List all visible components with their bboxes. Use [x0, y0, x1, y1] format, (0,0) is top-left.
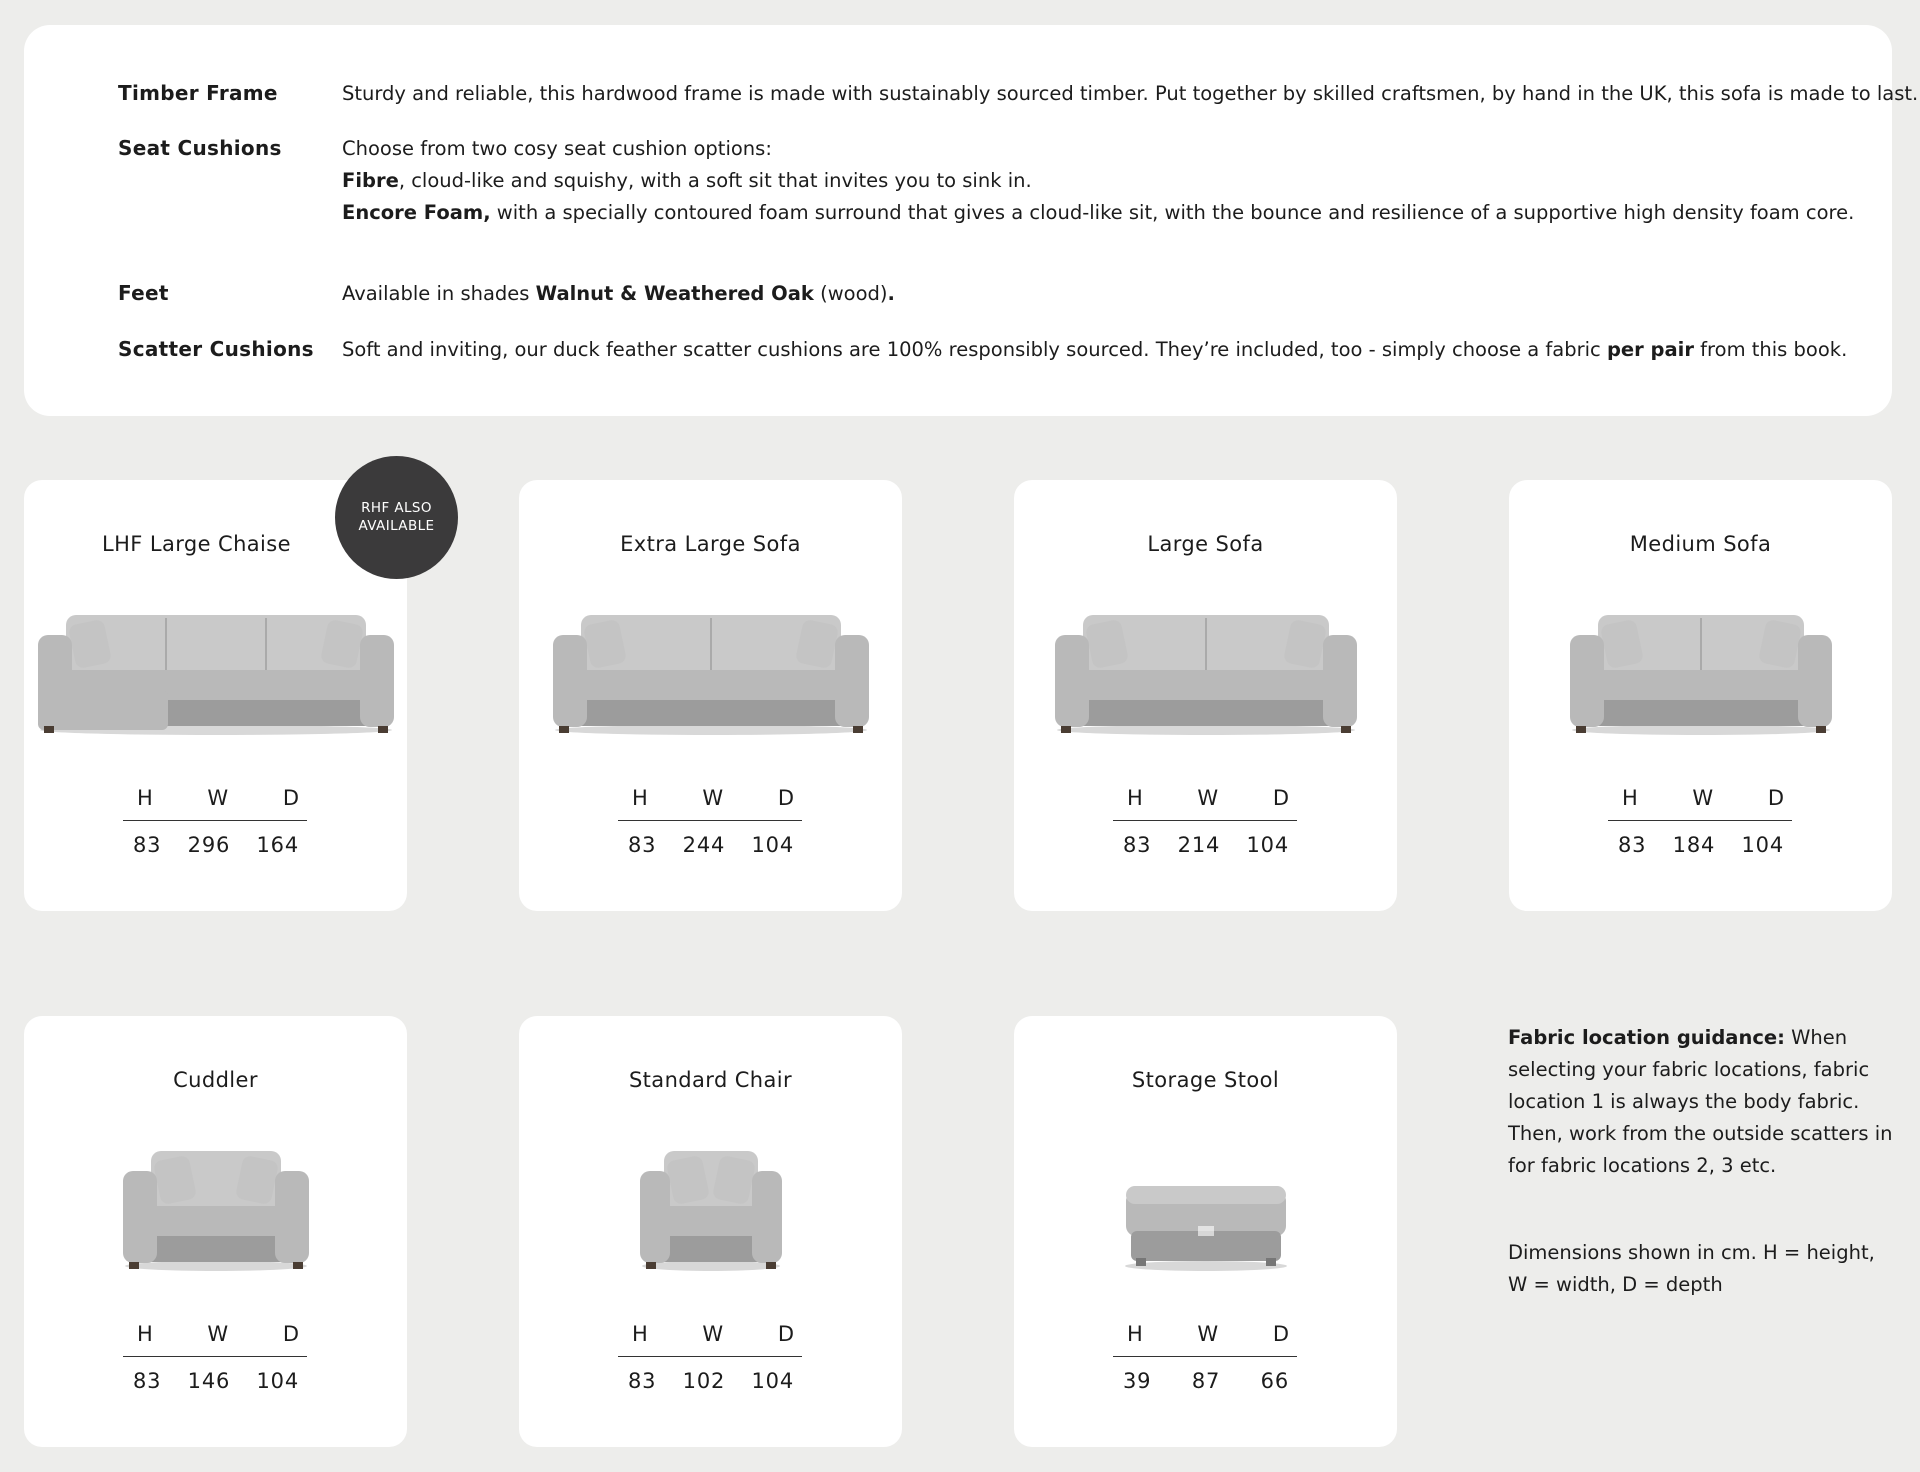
- product-name: Cuddler: [173, 1068, 258, 1092]
- product-image: [519, 1136, 902, 1286]
- depth-value: 104: [751, 1369, 794, 1393]
- feet-prefix: Available in shades: [342, 282, 536, 305]
- dimensions-header: [123, 786, 307, 821]
- height-value: 83: [1618, 833, 1647, 857]
- dimensions-note: Dimensions shown in cm. H = height, W = width, D = depth: [1508, 1241, 1875, 1296]
- height-value: 39: [1123, 1369, 1152, 1393]
- product-name: Storage Stool: [1131, 1068, 1280, 1092]
- rhf-available-badge: [335, 456, 458, 579]
- dimensions-values: [1113, 1357, 1297, 1393]
- spec-text: [342, 81, 1918, 120]
- dimensions-table: [123, 786, 307, 857]
- depth-header: D: [282, 1322, 299, 1346]
- depth-value: 164: [256, 833, 299, 857]
- product-card: [24, 1016, 407, 1447]
- product-name: Standard Chair: [628, 1068, 793, 1092]
- width-value: 102: [682, 1369, 726, 1393]
- height-value: 83: [133, 833, 162, 857]
- spec-text: [342, 281, 895, 320]
- dimensions-table: [123, 1322, 307, 1393]
- height-header: H: [137, 1322, 153, 1346]
- spec-text: [342, 337, 1847, 376]
- product-image: [1014, 1136, 1397, 1286]
- product-card: [519, 480, 902, 911]
- height-header: H: [632, 1322, 648, 1346]
- dimensions-header: [618, 786, 802, 821]
- spec-label: Timber Frame: [118, 81, 278, 105]
- width-value: 146: [187, 1369, 231, 1393]
- product-image: [1509, 600, 1892, 750]
- width-header: W: [207, 786, 229, 810]
- product-image: [1014, 600, 1397, 750]
- depth-header: D: [777, 1322, 794, 1346]
- product-image: [519, 600, 902, 750]
- height-value: 83: [628, 833, 657, 857]
- dimensions-values: [123, 821, 307, 857]
- scatter-per-pair: per pair: [1606, 338, 1694, 361]
- product-image: [24, 600, 407, 750]
- width-value: 296: [187, 833, 231, 857]
- width-value: 87: [1191, 1369, 1221, 1393]
- height-value: 83: [133, 1369, 162, 1393]
- depth-value: 66: [1260, 1369, 1289, 1393]
- specification-panel: [24, 25, 1919, 416]
- spec-paragraph: Sturdy and reliable, this hardwood frame is made with sustainably sourced timber. Put together by skilled craftsmen, by hand in the UK, this sofa is made to last.: [342, 82, 1919, 105]
- dimensions-header: [618, 1322, 802, 1357]
- product-name: Medium Sofa: [1629, 532, 1772, 556]
- spec-paragraph: [342, 281, 895, 307]
- foam-label: Encore Foam,: [342, 201, 491, 224]
- feet-shades: Walnut & Weathered Oak: [535, 282, 814, 305]
- product-card: [1014, 1016, 1397, 1447]
- height-value: 83: [1123, 833, 1152, 857]
- depth-header: D: [777, 786, 794, 810]
- height-header: H: [632, 786, 648, 810]
- fibre-text: , cloud-like and squishy, with a soft sit that invites you to sink in.: [398, 169, 1032, 192]
- dimensions-table: [1608, 786, 1792, 857]
- width-header: W: [1197, 786, 1219, 810]
- depth-value: 104: [1741, 833, 1784, 857]
- foam-text: with a specially contoured foam surround that gives a cloud-like sit, with the bounce and resilience of a supportive high density foam core.: [490, 201, 1855, 224]
- depth-value: 104: [751, 833, 794, 857]
- depth-value: 104: [1246, 833, 1289, 857]
- product-card: [1014, 480, 1397, 911]
- spec-label: Feet: [118, 281, 169, 305]
- height-header: H: [137, 786, 153, 810]
- width-header: W: [702, 786, 724, 810]
- height-header: H: [1127, 786, 1143, 810]
- dimensions-values: [618, 1357, 802, 1393]
- product-name: Large Sofa: [1147, 532, 1264, 556]
- dimensions-table: [1113, 786, 1297, 857]
- spec-paragraph-foam: [342, 200, 1854, 226]
- guidance-notes: [1508, 1022, 1900, 1301]
- depth-header: D: [1272, 786, 1289, 810]
- guidance-heading: Fabric location guidance:: [1508, 1026, 1785, 1049]
- feet-dot: .: [887, 282, 895, 305]
- product-name: LHF Large Chaise: [102, 532, 291, 556]
- product-name: Extra Large Sofa: [620, 532, 801, 556]
- badge-line: RHF ALSO: [361, 500, 432, 516]
- product-image: [24, 1136, 407, 1286]
- dimensions-header: [1113, 1322, 1297, 1357]
- dimensions-values: [123, 1357, 307, 1393]
- dimensions-header: [1608, 786, 1792, 821]
- width-value: 214: [1177, 833, 1221, 857]
- depth-header: D: [282, 786, 299, 810]
- dimensions-table: [618, 786, 802, 857]
- guidance-text: When selecting your fabric locations, fabric location 1 is always the body fabric. Then, work from the outside scatters in for fabric locations 2, 3 etc.: [1508, 1026, 1893, 1177]
- width-header: W: [702, 1322, 724, 1346]
- width-value: 184: [1672, 833, 1716, 857]
- dimensions-values: [1113, 821, 1297, 857]
- scatter-suffix: from this book.: [1693, 338, 1848, 361]
- spec-text: [342, 136, 1854, 239]
- spec-paragraph: Choose from two cosy seat cushion options:: [342, 137, 772, 160]
- dimensions-header: [1113, 786, 1297, 821]
- width-value: 244: [682, 833, 726, 857]
- dimensions-table: [618, 1322, 802, 1393]
- dimensions-values: [1608, 821, 1792, 857]
- width-header: W: [207, 1322, 229, 1346]
- height-header: H: [1127, 1322, 1143, 1346]
- feet-suffix: (wood): [813, 282, 888, 305]
- fabric-guidance: [1508, 1022, 1900, 1182]
- depth-value: 104: [256, 1369, 299, 1393]
- product-card: [519, 1016, 902, 1447]
- spec-paragraph-fibre: [342, 168, 1854, 194]
- scatter-text: Soft and inviting, our duck feather scatter cushions are 100% responsibly sourced. They’re included, too - simply choose a fabric: [342, 338, 1607, 361]
- height-value: 83: [628, 1369, 657, 1393]
- height-header: H: [1622, 786, 1638, 810]
- dimensions-table: [1113, 1322, 1297, 1393]
- product-card: [1509, 480, 1892, 911]
- spec-label: Scatter Cushions: [118, 337, 314, 361]
- dimensions-header: [123, 1322, 307, 1357]
- dimensions-values: [618, 821, 802, 857]
- depth-header: D: [1272, 1322, 1289, 1346]
- badge-line: AVAILABLE: [358, 518, 435, 534]
- fibre-label: Fibre: [342, 169, 399, 192]
- width-header: W: [1692, 786, 1714, 810]
- depth-header: D: [1767, 786, 1784, 810]
- spec-paragraph: [342, 337, 1847, 363]
- width-header: W: [1197, 1322, 1219, 1346]
- spec-label: Seat Cushions: [118, 136, 282, 160]
